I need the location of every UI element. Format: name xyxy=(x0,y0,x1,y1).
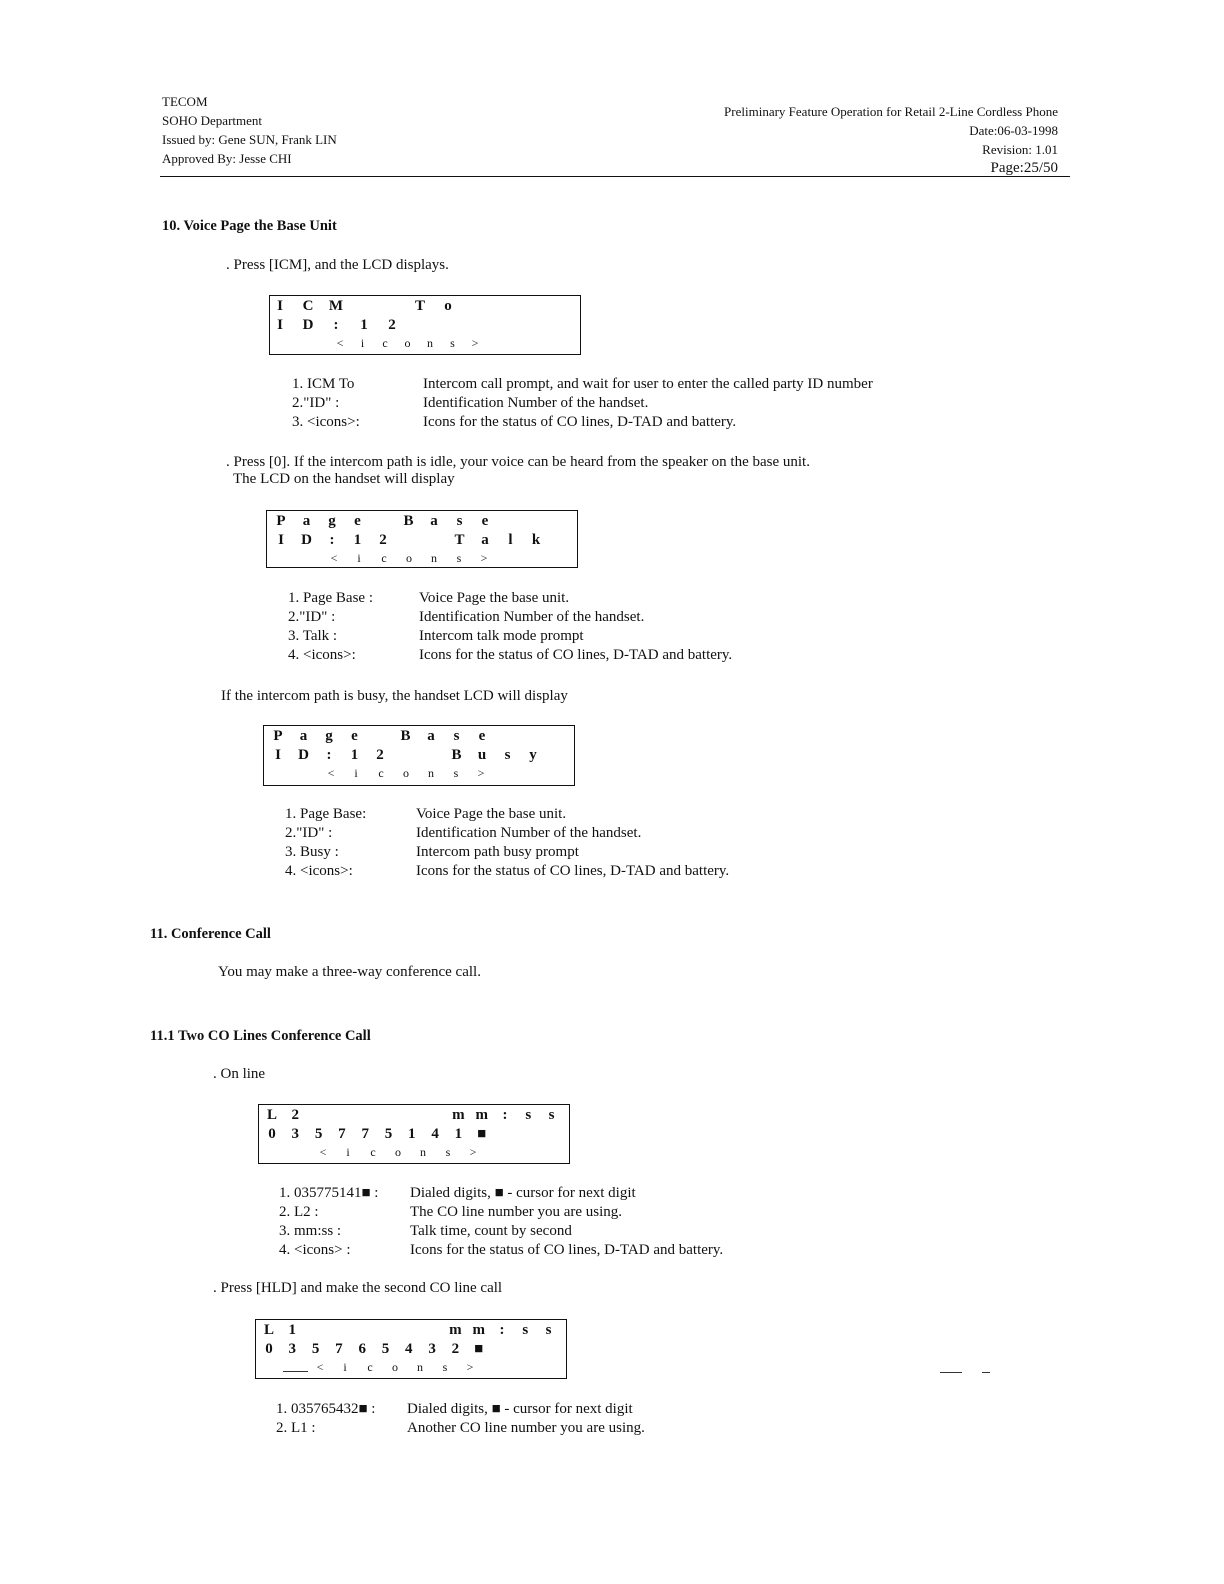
lcd-char: 7 xyxy=(338,1126,346,1142)
lcd-char: s xyxy=(525,1107,532,1123)
definition-list-page-talk xyxy=(288,589,988,665)
lcd-char: < xyxy=(316,1360,324,1374)
lcd-char: D xyxy=(298,747,309,763)
lcd-char: l xyxy=(508,532,513,548)
document-revision: Revision: 1.01 xyxy=(982,142,1058,157)
lcd-row3 xyxy=(256,1358,566,1377)
definition-term: 4. <icons> : xyxy=(279,1242,351,1258)
definition-term: 1. Page Base : xyxy=(288,590,373,606)
definition-term: 4. <icons>: xyxy=(288,647,356,663)
lcd-char: 2 xyxy=(388,317,396,333)
department: SOHO Department xyxy=(162,113,263,128)
lcd-char: : xyxy=(326,747,332,763)
section-10-step-1: . Press [ICM], and the LCD displays. xyxy=(226,257,449,273)
lcd-char: u xyxy=(477,747,487,763)
definition-description: Voice Page the base unit. xyxy=(416,806,567,822)
lcd-char: 5 xyxy=(311,1341,320,1357)
lcd-char: c xyxy=(370,1145,376,1159)
definition-description: Intercom call prompt, and wait for user to enter the called party ID number xyxy=(423,376,873,392)
definition-row xyxy=(279,1222,979,1241)
lcd-char: s xyxy=(522,1322,529,1338)
lcd-char: 2 xyxy=(451,1341,460,1357)
header-rule xyxy=(160,176,1070,177)
definition-term: 1. 035765432■ : xyxy=(276,1401,376,1417)
lcd-char: < xyxy=(336,336,344,350)
definition-description: Identification Number of the handset. xyxy=(423,395,649,411)
section-11-title: 11. Conference Call xyxy=(150,926,271,942)
scan-mark xyxy=(940,1372,962,1373)
page-number: Page:25/50 xyxy=(990,160,1058,176)
lcd-char: > xyxy=(466,1360,474,1374)
lcd-char: 1 xyxy=(408,1126,416,1142)
definition-description: Icons for the status of CO lines, D-TAD and battery. xyxy=(416,863,730,879)
lcd-row2 xyxy=(256,1340,566,1359)
lcd-row1 xyxy=(259,1106,569,1125)
lcd-char: o xyxy=(404,336,411,350)
lcd-char: i xyxy=(357,551,361,565)
definition-row xyxy=(285,805,985,824)
lcd-char: o xyxy=(395,1145,401,1159)
lcd-char: m xyxy=(472,1322,485,1338)
lcd-char: e xyxy=(354,513,361,529)
definition-list-line-2 xyxy=(279,1184,979,1260)
definition-row xyxy=(288,608,988,627)
definition-term: 3. Talk : xyxy=(288,628,338,644)
lcd-row1 xyxy=(270,297,580,316)
lcd-row2 xyxy=(267,531,577,550)
lcd-char: > xyxy=(469,1145,477,1159)
lcd-char: n xyxy=(428,766,434,780)
definition-term: 3. <icons>: xyxy=(292,414,360,430)
definition-row xyxy=(279,1184,979,1203)
definition-description: Icons for the status of CO lines, D-TAD and battery. xyxy=(419,647,733,663)
busy-intro: If the intercom path is busy, the handset LCD will display xyxy=(221,688,568,704)
lcd-char: P xyxy=(276,513,286,529)
definition-description: Intercom talk mode prompt xyxy=(419,628,584,644)
lcd-display-page-busy xyxy=(263,725,575,786)
definition-row xyxy=(285,843,985,862)
lcd-char: a xyxy=(299,728,308,744)
lcd-char: > xyxy=(471,336,479,350)
lcd-char: i xyxy=(354,766,358,780)
lcd-char: k xyxy=(531,532,541,548)
definition-description: Dialed digits, ■ - cursor for next digit xyxy=(410,1185,636,1201)
definition-row xyxy=(288,646,988,665)
lcd-char: < xyxy=(327,766,335,780)
definition-term: 1. 035775141■ : xyxy=(279,1185,379,1201)
lcd-char: m xyxy=(475,1107,488,1123)
definition-row xyxy=(288,589,988,608)
lcd-char: 1 xyxy=(454,1126,463,1142)
lcd-row1 xyxy=(264,727,574,746)
lcd-char: c xyxy=(381,551,387,565)
lcd-char: a xyxy=(427,728,435,744)
lcd-char: ■ xyxy=(474,1341,484,1357)
lcd-char: I xyxy=(275,747,281,763)
lcd-char: a xyxy=(481,532,489,548)
lcd-display-line-1 xyxy=(255,1319,567,1379)
lcd-char: B xyxy=(400,728,411,744)
definition-description: Identification Number of the handset. xyxy=(419,609,645,625)
lcd-char: a xyxy=(430,513,438,529)
lcd-row1 xyxy=(267,512,577,531)
lcd-char: : xyxy=(499,1322,505,1338)
lcd-char: 1 xyxy=(350,747,359,763)
lcd-char: c xyxy=(367,1360,373,1374)
definition-term: 2. L2 : xyxy=(279,1204,319,1220)
lcd-char: s xyxy=(456,551,462,565)
lcd-char: s xyxy=(453,766,459,780)
lcd-char: y xyxy=(529,747,537,763)
lcd-char: L xyxy=(263,1322,274,1338)
lcd-char: 1 xyxy=(360,317,368,333)
lcd-char: 7 xyxy=(361,1126,369,1142)
lcd-char: g xyxy=(328,513,336,529)
lcd-char: s xyxy=(450,336,455,350)
definition-term: 4. <icons>: xyxy=(285,863,353,879)
lcd-char: T xyxy=(414,298,425,314)
section-10-title: 10. Voice Page the Base Unit xyxy=(162,218,337,234)
lcd-char: i xyxy=(346,1145,350,1159)
lcd-row3 xyxy=(267,549,577,568)
lcd-char: 7 xyxy=(335,1341,343,1357)
scan-mark xyxy=(982,1372,990,1373)
definition-description: Talk time, count by second xyxy=(410,1223,572,1239)
definition-term: 1. ICM To xyxy=(292,376,355,392)
definition-description: Intercom path busy prompt xyxy=(416,844,579,860)
definition-description: Another CO line number you are using. xyxy=(407,1420,645,1436)
definition-term: 3. Busy : xyxy=(285,844,339,860)
lcd-char: I xyxy=(278,532,284,548)
definition-description: Icons for the status of CO lines, D-TAD and battery. xyxy=(410,1242,724,1258)
lcd-char: > xyxy=(480,551,488,565)
lcd-char: 4 xyxy=(405,1341,413,1357)
lcd-char: m xyxy=(449,1322,462,1338)
definition-term: 2."ID" : xyxy=(288,609,336,625)
lcd-char: 1 xyxy=(288,1322,297,1338)
definition-description: Identification Number of the handset. xyxy=(416,825,642,841)
company-name: TECOM xyxy=(162,94,208,109)
lcd-char: 2 xyxy=(291,1107,300,1123)
lcd-char: 1 xyxy=(353,532,362,548)
definition-row xyxy=(285,824,985,843)
definition-term: 2."ID" : xyxy=(292,395,340,411)
lcd-char: I xyxy=(277,317,283,333)
lcd-row2 xyxy=(259,1125,569,1144)
lcd-char: s xyxy=(545,1322,552,1338)
lcd-char: : xyxy=(329,532,335,548)
lcd-char: 3 xyxy=(288,1341,297,1357)
lcd-row3 xyxy=(270,334,580,353)
section-11-intro: You may make a three-way conference call. xyxy=(218,964,481,980)
lcd-char: n xyxy=(431,551,437,565)
lcd-char: 2 xyxy=(376,747,384,763)
lcd-char: C xyxy=(302,298,314,314)
definition-row xyxy=(288,627,988,646)
definition-row xyxy=(279,1241,979,1260)
lcd-char: s xyxy=(456,513,463,529)
lcd-char: o xyxy=(392,1360,398,1374)
lcd-char: L xyxy=(266,1107,277,1123)
section-11-1-step-1: . On line xyxy=(213,1066,266,1082)
definition-row xyxy=(279,1203,979,1222)
lcd-char: s xyxy=(445,1145,451,1159)
lcd-char: T xyxy=(454,532,465,548)
lcd-char: s xyxy=(442,1360,448,1374)
definition-row xyxy=(285,862,985,881)
definition-list-icm xyxy=(292,375,992,432)
lcd-display-page-talk xyxy=(266,510,578,568)
approved-by: Approved By: Jesse CHI xyxy=(162,151,292,166)
document-title: Preliminary Feature Operation for Retail 2-Line Cordless Phone xyxy=(724,104,1058,119)
lcd-char: M xyxy=(328,298,344,314)
lcd-char: o xyxy=(403,766,409,780)
lcd-char: 3 xyxy=(428,1341,436,1357)
lcd-char: m xyxy=(452,1107,465,1123)
section-10-step-2-cont: The LCD on the handset will display xyxy=(233,471,455,487)
document-date: Date:06-03-1998 xyxy=(969,123,1058,138)
header-left xyxy=(162,92,502,168)
lcd-char: e xyxy=(351,728,358,744)
lcd-char: B xyxy=(451,747,462,763)
underscore-mark xyxy=(283,1371,308,1372)
definition-row xyxy=(276,1419,976,1438)
header-right xyxy=(578,102,1058,178)
lcd-row2 xyxy=(270,316,580,335)
definition-term: 3. mm:ss : xyxy=(279,1223,342,1239)
lcd-display-icm xyxy=(269,295,581,355)
lcd-char: > xyxy=(477,766,485,780)
definition-term: 2. L1 : xyxy=(276,1420,316,1436)
lcd-char: c xyxy=(382,336,388,350)
lcd-char: s xyxy=(548,1107,555,1123)
lcd-char: n xyxy=(427,336,433,350)
lcd-char: n xyxy=(417,1360,423,1374)
lcd-char: i xyxy=(343,1360,347,1374)
definition-row xyxy=(276,1400,976,1419)
lcd-char: i xyxy=(360,336,365,350)
lcd-row3 xyxy=(264,764,574,783)
lcd-char: 3 xyxy=(291,1126,300,1142)
issued-by: Issued by: Gene SUN, Frank LIN xyxy=(162,132,337,147)
lcd-char: s xyxy=(504,747,511,763)
definition-description: Icons for the status of CO lines, D-TAD and battery. xyxy=(423,414,737,430)
lcd-char: P xyxy=(273,728,283,744)
lcd-char: I xyxy=(277,298,283,314)
lcd-char: ■ xyxy=(477,1126,487,1142)
lcd-char: 2 xyxy=(379,532,387,548)
lcd-char: < xyxy=(330,551,338,565)
lcd-char: 5 xyxy=(384,1126,393,1142)
lcd-char: : xyxy=(502,1107,508,1123)
lcd-char: 6 xyxy=(358,1341,366,1357)
section-10-step-2: . Press [0]. If the intercom path is idle, your voice can be heard from the speaker on the base unit. xyxy=(226,454,810,470)
definition-row xyxy=(292,375,992,394)
lcd-char: o xyxy=(444,298,452,314)
definition-description: The CO line number you are using. xyxy=(410,1204,623,1220)
lcd-row2 xyxy=(264,746,574,765)
lcd-display-line-2 xyxy=(258,1104,570,1164)
lcd-char: 4 xyxy=(431,1126,439,1142)
definition-term: 1. Page Base: xyxy=(285,806,367,822)
definition-list-line-1 xyxy=(276,1400,976,1438)
lcd-char: 5 xyxy=(381,1341,390,1357)
lcd-char: B xyxy=(403,513,414,529)
lcd-char: o xyxy=(406,551,412,565)
lcd-row1 xyxy=(256,1321,566,1340)
lcd-char: n xyxy=(420,1145,426,1159)
lcd-char: s xyxy=(453,728,460,744)
lcd-char: : xyxy=(333,317,339,333)
definition-description: Dialed digits, ■ - cursor for next digit xyxy=(407,1401,633,1417)
lcd-char: c xyxy=(378,766,384,780)
definition-term: 2."ID" : xyxy=(285,825,333,841)
lcd-char: e xyxy=(478,728,486,744)
lcd-char: a xyxy=(302,513,311,529)
definition-list-page-busy xyxy=(285,805,985,881)
definition-row xyxy=(292,394,992,413)
lcd-char: 0 xyxy=(268,1126,276,1142)
lcd-row3 xyxy=(259,1143,569,1162)
lcd-char: 0 xyxy=(265,1341,273,1357)
definition-row xyxy=(292,413,992,432)
lcd-char: e xyxy=(481,513,489,529)
section-11-1-title: 11.1 Two CO Lines Conference Call xyxy=(150,1028,371,1044)
section-11-1-step-2: . Press [HLD] and make the second CO line call xyxy=(213,1280,503,1296)
lcd-char: 5 xyxy=(314,1126,323,1142)
lcd-char: < xyxy=(319,1145,327,1159)
lcd-char: D xyxy=(302,317,314,333)
definition-description: Voice Page the base unit. xyxy=(419,590,570,606)
lcd-char: g xyxy=(325,728,333,744)
lcd-char: D xyxy=(301,532,312,548)
